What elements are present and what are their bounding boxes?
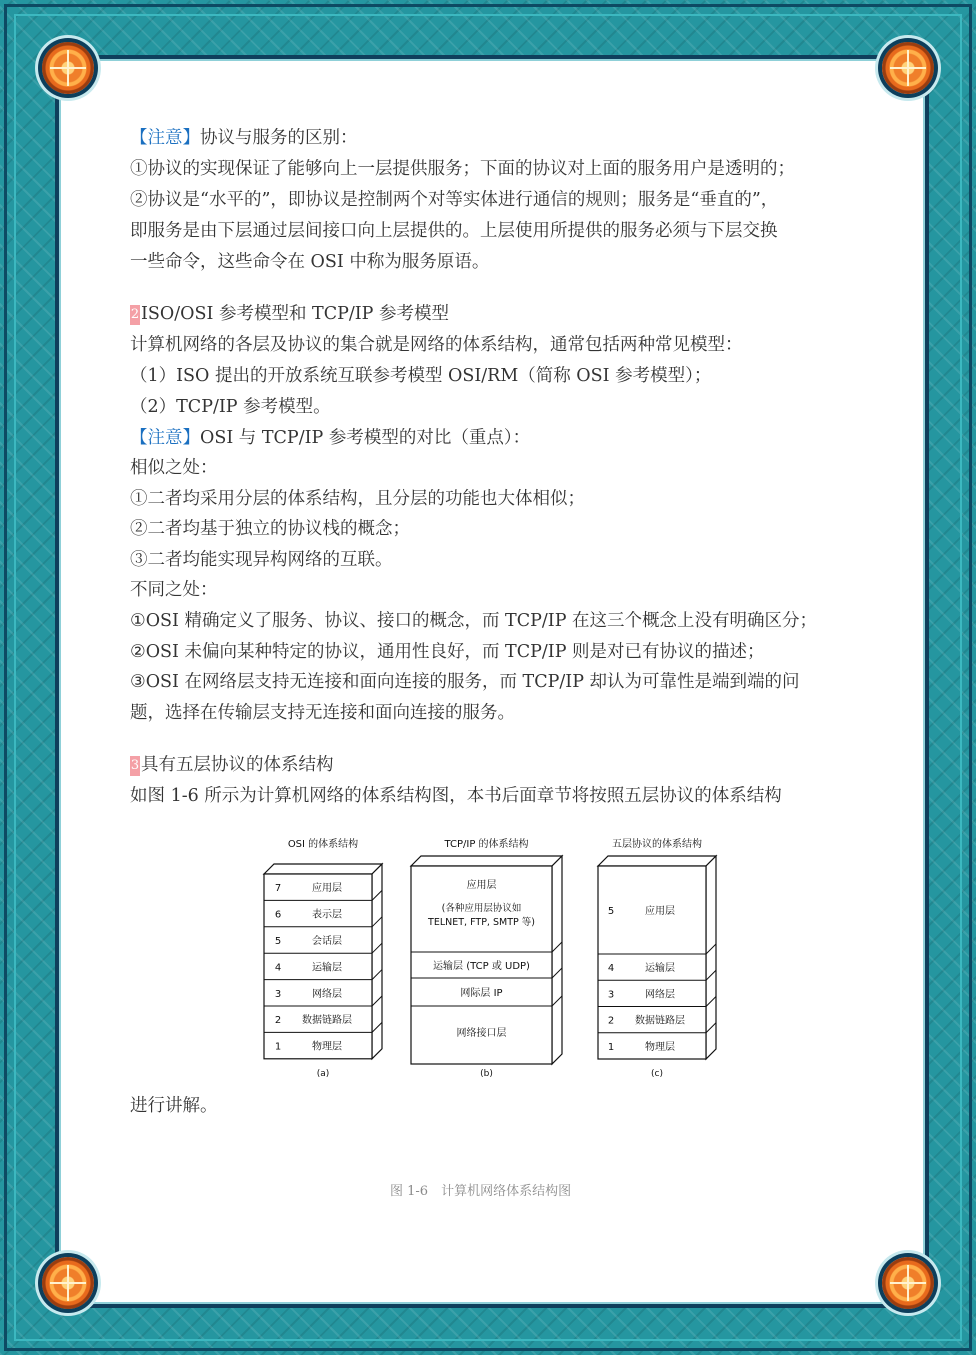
osi-layer-name: 应用层 [312, 883, 342, 895]
tcpip-stack-top [411, 856, 562, 866]
paragraph: ①二者均采用分层的体系结构，且分层的功能也大体相似； [130, 489, 585, 509]
tcpip-application-note: (各种应用层协议如 [441, 903, 522, 914]
tcpip-application-label: 应用层 [466, 880, 497, 891]
paragraph: ②二者均基于独立的协议栈的概念； [130, 519, 410, 539]
osi-layer-name: 运输层 [312, 962, 342, 974]
paragraph: 进行讲解。 [130, 1096, 218, 1116]
five-layer-number: 5 [607, 906, 615, 917]
osi-figure-label: (a) [316, 1069, 330, 1079]
paragraph: （1）ISO 提出的开放系统互联参考模型 OSI/RM（简称 OSI 参考模型）； [130, 366, 712, 386]
corner-ornament-icon [882, 1257, 934, 1309]
corner-ornament-icon [42, 1257, 94, 1309]
note-line [130, 126, 358, 150]
note-title: 协议与服务的区别： [200, 128, 358, 148]
corner-ornament-icon [882, 42, 934, 94]
five-layer-name: 网络层 [645, 989, 675, 1001]
paragraph: ③二者均能实现异构网络的互联。 [130, 550, 393, 570]
note-tag: 【注意】 [130, 428, 200, 448]
five-layer-number: 1 [607, 1041, 615, 1053]
osi-layer-number: 7 [274, 883, 282, 895]
five-layer-name: 应用层 [645, 906, 675, 917]
section-heading-text: 具有五层协议的体系结构 [141, 755, 334, 775]
osi-layer-number: 6 [274, 909, 282, 921]
section-heading-text: ISO/OSI 参考模型和 TCP/IP 参考模型 [141, 304, 450, 324]
five-layer-stack-top [598, 856, 716, 866]
tcpip-application-note: TELNET, FTP, SMTP 等) [428, 917, 535, 928]
five-layer-number: 4 [607, 963, 615, 975]
osi-layer-name: 网络层 [312, 988, 342, 1000]
five-layer-title: 五层协议的体系结构 [612, 839, 702, 850]
note-title: OSI 与 TCP/IP 参考模型的对比（重点）： [200, 428, 531, 448]
osi-layer-number: 1 [274, 1041, 282, 1053]
osi-layer-number: 4 [274, 962, 282, 974]
osi-layer-number: 2 [274, 1015, 282, 1027]
tcpip-figure-label: (b) [480, 1069, 493, 1079]
paragraph: 即服务是由下层通过层间接口向上层提供的。上层使用所提供的服务必须与下层交换 [130, 221, 778, 241]
paragraph: ③OSI 在网络层支持无连接和面向连接的服务，而 TCP/IP 却认为可靠性是端到端的问 [130, 672, 800, 692]
architecture-diagram [258, 830, 728, 1085]
osi-layer-name: 物理层 [312, 1041, 342, 1053]
paragraph: 相似之处： [130, 458, 218, 478]
section-number-badge: 3 [130, 756, 140, 776]
osi-title: OSI 的体系结构 [287, 839, 359, 850]
paragraph: ①协议的实现保证了能够向上一层提供服务；下面的协议对上面的服务用户是透明的； [130, 159, 795, 179]
five-layer-stack-side [706, 856, 716, 1059]
osi-layer-name: 会话层 [312, 936, 342, 947]
paragraph: 如图 1-6 所示为计算机网络的体系结构图，本书后面章节将按照五层协议的体系结构 [130, 786, 782, 806]
tcpip-internet-label: 网际层 IP [460, 988, 503, 999]
five-layer-figure-label: (c) [651, 1069, 663, 1079]
paragraph: （2）TCP/IP 参考模型。 [130, 397, 331, 417]
section-heading [130, 753, 334, 777]
architecture-figure [258, 830, 728, 1085]
tcpip-netif-label: 网络接口层 [456, 1028, 507, 1039]
five-layer-name: 物理层 [645, 1041, 675, 1053]
figure-caption: 图 1-6 计算机网络体系结构图 [390, 1184, 572, 1199]
osi-stack-top [264, 864, 382, 874]
paragraph: ②OSI 未偏向某种特定的协议，通用性良好，而 TCP/IP 则是对已有协议的描述； [130, 642, 765, 662]
osi-stack-side [372, 864, 382, 1059]
paragraph: 不同之处： [130, 580, 218, 600]
osi-layer-name: 数据链路层 [302, 1015, 352, 1027]
section-heading [130, 302, 449, 326]
tcpip-transport-label: 运输层 (TCP 或 UDP) [433, 961, 530, 972]
five-layer-number: 3 [607, 989, 615, 1001]
paragraph: 一些命令，这些命令在 OSI 中称为服务原语。 [130, 252, 490, 272]
osi-layer-number: 5 [274, 936, 282, 947]
corner-ornament-icon [42, 42, 94, 94]
note-line [130, 426, 530, 450]
paragraph: ②协议是“水平的”，即协议是控制两个对等实体进行通信的规则；服务是“垂直的”， [130, 190, 779, 210]
five-layer-name: 数据链路层 [635, 1015, 685, 1027]
osi-layer-number: 3 [274, 988, 282, 1000]
note-tag: 【注意】 [130, 128, 200, 148]
paragraph: 题，选择在传输层支持无连接和面向连接的服务。 [130, 703, 515, 723]
osi-layer-name: 表示层 [312, 909, 342, 921]
paragraph: 计算机网络的各层及协议的集合就是网络的体系结构，通常包括两种常见模型： [130, 335, 743, 355]
paragraph: ①OSI 精确定义了服务、协议、接口的概念，而 TCP/IP 在这三个概念上没有明确区分； [130, 611, 818, 631]
five-layer-name: 运输层 [645, 963, 675, 975]
five-layer-number: 2 [607, 1015, 615, 1027]
section-number-badge: 2 [130, 305, 140, 325]
tcpip-title: TCP/IP 的体系结构 [444, 839, 529, 850]
tcpip-stack-side [552, 856, 562, 1064]
